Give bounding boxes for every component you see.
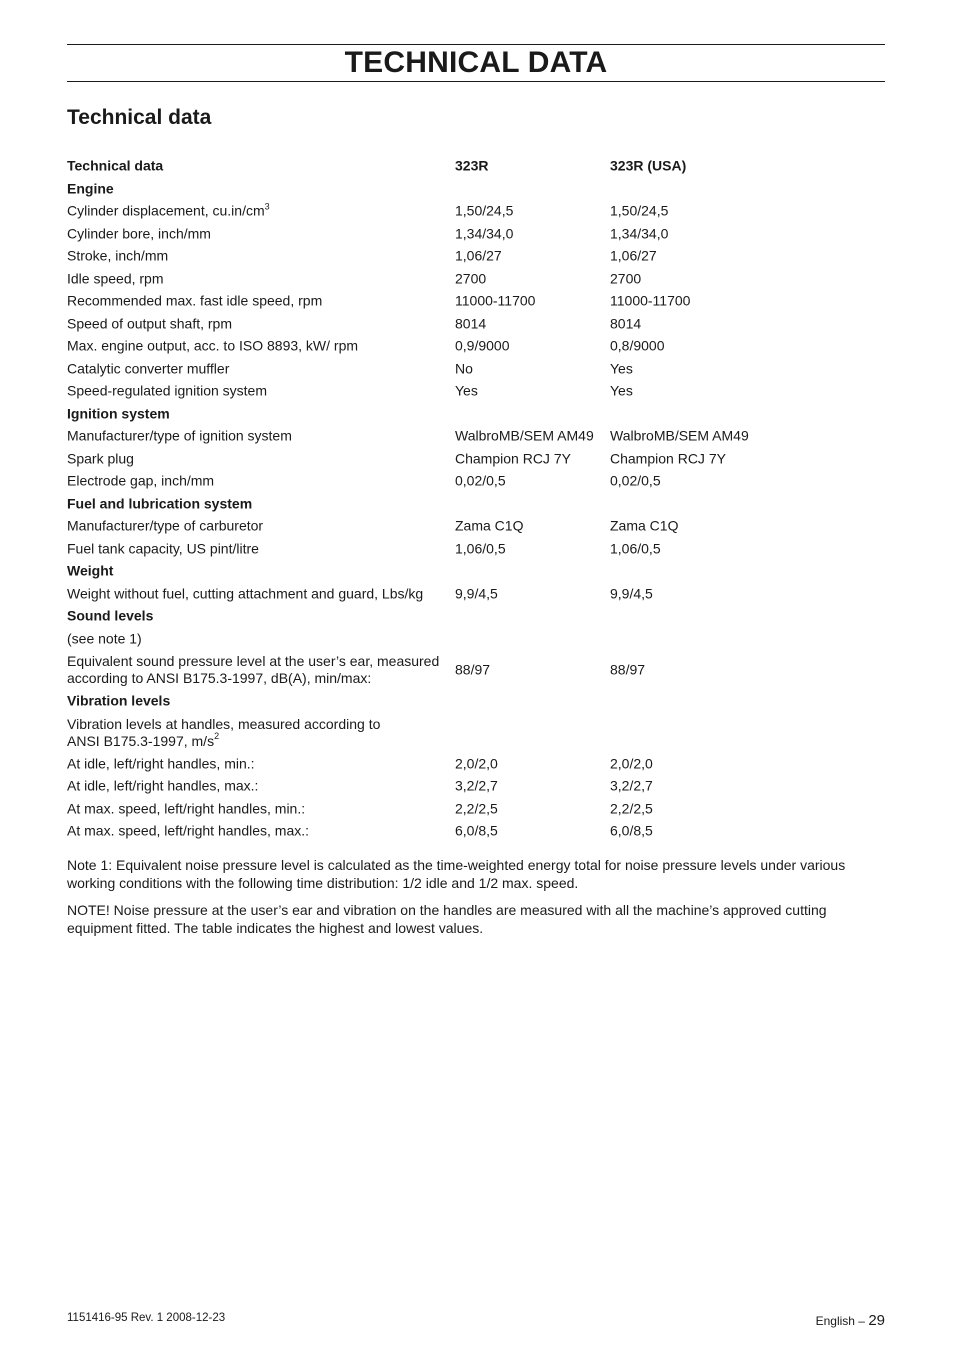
table-header-label: Technical data (67, 157, 164, 174)
footer-page-number: 29 (868, 1312, 885, 1329)
row-label (67, 755, 452, 772)
notes (67, 857, 885, 947)
group-title: Weight (67, 562, 114, 579)
row-value-323r-usa: 1,06/27 (610, 247, 657, 264)
row-value-323r: 8014 (455, 315, 487, 332)
row-label-text: At max. speed, left/right handles, max.: (67, 822, 310, 839)
row-label-text: Idle speed, rpm (67, 270, 164, 287)
row-value-323r-usa: 1,50/24,5 (610, 202, 669, 219)
footer-page-info (816, 1312, 885, 1329)
row-value-323r: 1,50/24,5 (455, 202, 514, 219)
row-label (67, 585, 452, 602)
row-label-text: (see note 1) (67, 630, 142, 647)
header-rule-bottom (67, 81, 885, 82)
table-row (67, 470, 885, 493)
row-value-323r-usa: 0,8/9000 (610, 337, 665, 354)
row-label-text: Max. engine output, acc. to ISO 8893, kW/ rpm (67, 337, 359, 354)
row-label (67, 293, 452, 310)
table-header-model-323r-usa: 323R (USA) (610, 157, 687, 174)
row-label-text: Recommended max. fast idle speed, rpm (67, 292, 323, 309)
row-label (67, 716, 452, 750)
table-row (67, 713, 885, 753)
row-value-323r: 2,2/2,5 (455, 800, 498, 817)
row-value-323r-usa: 1,06/0,5 (610, 540, 661, 557)
row-value-323r: 11000-11700 (455, 292, 536, 309)
row-value-323r-usa: 88/97 (610, 661, 646, 678)
row-value-323r: Yes (455, 382, 478, 399)
table-group-heading (67, 690, 885, 713)
table-group-heading (67, 403, 885, 426)
row-label (67, 653, 452, 687)
row-label (67, 518, 452, 535)
row-label (67, 540, 452, 557)
group-title: Vibration levels (67, 692, 171, 709)
row-value-323r-usa: 11000-11700 (610, 292, 691, 309)
table-row (67, 335, 885, 358)
footer-separator: – (854, 1314, 869, 1328)
row-label-text: At idle, left/right handles, max.: (67, 777, 259, 794)
row-label (67, 203, 452, 220)
row-label (67, 270, 452, 287)
table-row (67, 358, 885, 381)
row-value-323r-usa: 6,0/8,5 (610, 822, 653, 839)
table-row (67, 820, 885, 843)
row-value-323r: Zama C1Q (455, 517, 524, 534)
row-label-text: Speed of output shaft, rpm (67, 315, 232, 332)
page-header-title: TECHNICAL DATA (344, 45, 608, 79)
table-row (67, 313, 885, 336)
row-value-323r-usa: Yes (610, 360, 633, 377)
row-label-text: Electrode gap, inch/mm (67, 472, 215, 489)
row-value-323r: 2,0/2,0 (455, 755, 498, 772)
table-row (67, 798, 885, 821)
row-value-323r: 2700 (455, 270, 487, 287)
table-row (67, 583, 885, 606)
row-value-323r-usa: 8014 (610, 315, 642, 332)
row-label-superscript: 2 (214, 730, 220, 741)
table-row (67, 515, 885, 538)
row-label-text: Catalytic converter muffler (67, 360, 230, 377)
table-row (67, 200, 885, 223)
table-row (67, 223, 885, 246)
row-label-text: Cylinder displacement, cu.in/cm (67, 202, 265, 219)
table-row (67, 245, 885, 268)
row-label (67, 225, 452, 242)
row-label (67, 428, 452, 445)
row-value-323r-usa: 9,9/4,5 (610, 585, 653, 602)
table-row (67, 650, 885, 690)
row-label (67, 315, 452, 332)
table-group-heading (67, 560, 885, 583)
table-group-heading (67, 493, 885, 516)
row-value-323r-usa: 2700 (610, 270, 642, 287)
row-value-323r-usa: 1,34/34,0 (610, 225, 669, 242)
spec-table (67, 155, 885, 843)
row-value-323r: 0,9/9000 (455, 337, 510, 354)
table-group-heading (67, 178, 885, 201)
table-row (67, 753, 885, 776)
row-value-323r: Champion RCJ 7Y (455, 450, 571, 467)
row-value-323r: 1,34/34,0 (455, 225, 514, 242)
row-value-323r-usa: 2,2/2,5 (610, 800, 653, 817)
row-label (67, 823, 452, 840)
row-value-323r: WalbroMB/SEM AM49 (455, 427, 594, 444)
table-row (67, 628, 885, 651)
row-label (67, 360, 452, 377)
row-label-text: At max. speed, left/right handles, min.: (67, 800, 306, 817)
section-title: Technical data (67, 106, 212, 129)
row-value-323r: No (455, 360, 473, 377)
table-row (67, 425, 885, 448)
row-value-323r-usa: Zama C1Q (610, 517, 679, 534)
row-value-323r: 3,2/2,7 (455, 777, 498, 794)
table-row (67, 775, 885, 798)
footer-language: English (815, 1314, 855, 1328)
row-value-323r: 88/97 (455, 661, 491, 678)
row-label-text: Speed-regulated ignition system (67, 382, 268, 399)
row-label-text: Cylinder bore, inch/mm (67, 225, 211, 242)
row-label-text: Vibration levels at handles, measured according to (67, 715, 381, 732)
table-row (67, 268, 885, 291)
row-value-323r: 1,06/0,5 (455, 540, 506, 557)
row-value-323r-usa: Champion RCJ 7Y (610, 450, 726, 467)
table-row (67, 448, 885, 471)
group-title: Ignition system (67, 405, 170, 422)
table-row (67, 538, 885, 561)
row-label-text: Equivalent sound pressure level at the user’s ear, measured (67, 653, 440, 669)
row-label (67, 383, 452, 400)
row-label (67, 630, 452, 647)
row-value-323r-usa: 3,2/2,7 (610, 777, 653, 794)
row-value-323r: 9,9/4,5 (455, 585, 498, 602)
group-title: Sound levels (67, 607, 154, 624)
table-group-heading (67, 605, 885, 628)
row-label (67, 800, 452, 817)
row-label-text: Manufacturer/type of carburetor (67, 517, 264, 534)
row-value-323r: 1,06/27 (455, 247, 502, 264)
table-header-row (67, 155, 885, 178)
table-row (67, 380, 885, 403)
row-label-text: Stroke, inch/mm (67, 247, 169, 264)
row-label-superscript: 3 (264, 201, 270, 212)
note-1: Note 1: Equivalent noise pressure level is calculated as the time-weighted energy total for noise pressure levels under various working conditions with the following time distribution: 1/2 idle and 1/2 max. speed. (67, 857, 846, 891)
row-label-text-line2: ANSI B175.3-1997, m/s (67, 732, 215, 749)
row-label-text: Manufacturer/type of ignition system (67, 427, 292, 444)
footer-doc-number: 1151416-95 Rev. 1 2008-12-23 (67, 1312, 226, 1324)
row-value-323r-usa: 2,0/2,0 (610, 755, 653, 772)
row-label (67, 248, 452, 265)
table-header-model-323r: 323R (455, 157, 489, 174)
group-title: Fuel and lubrication system (67, 495, 253, 512)
row-value-323r-usa: WalbroMB/SEM AM49 (610, 427, 749, 444)
row-label (67, 778, 452, 795)
row-label-text: At idle, left/right handles, min.: (67, 755, 255, 772)
note-2: NOTE! Noise pressure at the user’s ear and vibration on the handles are measured with all the machine’s approved cutting equipment fitted. The table indicates the highest and lowest values. (67, 902, 827, 936)
group-title: Engine (67, 180, 114, 197)
row-label (67, 450, 452, 467)
row-value-323r-usa: 0,02/0,5 (610, 472, 661, 489)
row-label-text: Weight without fuel, cutting attachment and guard, Lbs/kg (67, 585, 424, 602)
table-row (67, 290, 885, 313)
row-label (67, 473, 452, 490)
row-label (67, 338, 452, 355)
row-label-text: Spark plug (67, 450, 134, 467)
row-value-323r: 0,02/0,5 (455, 472, 506, 489)
row-value-323r-usa: Yes (610, 382, 633, 399)
row-label-text: Fuel tank capacity, US pint/litre (67, 540, 259, 557)
row-value-323r: 6,0/8,5 (455, 822, 498, 839)
row-label-text-line2: according to ANSI B175.3-1997, dB(A), min/max: (67, 670, 372, 686)
